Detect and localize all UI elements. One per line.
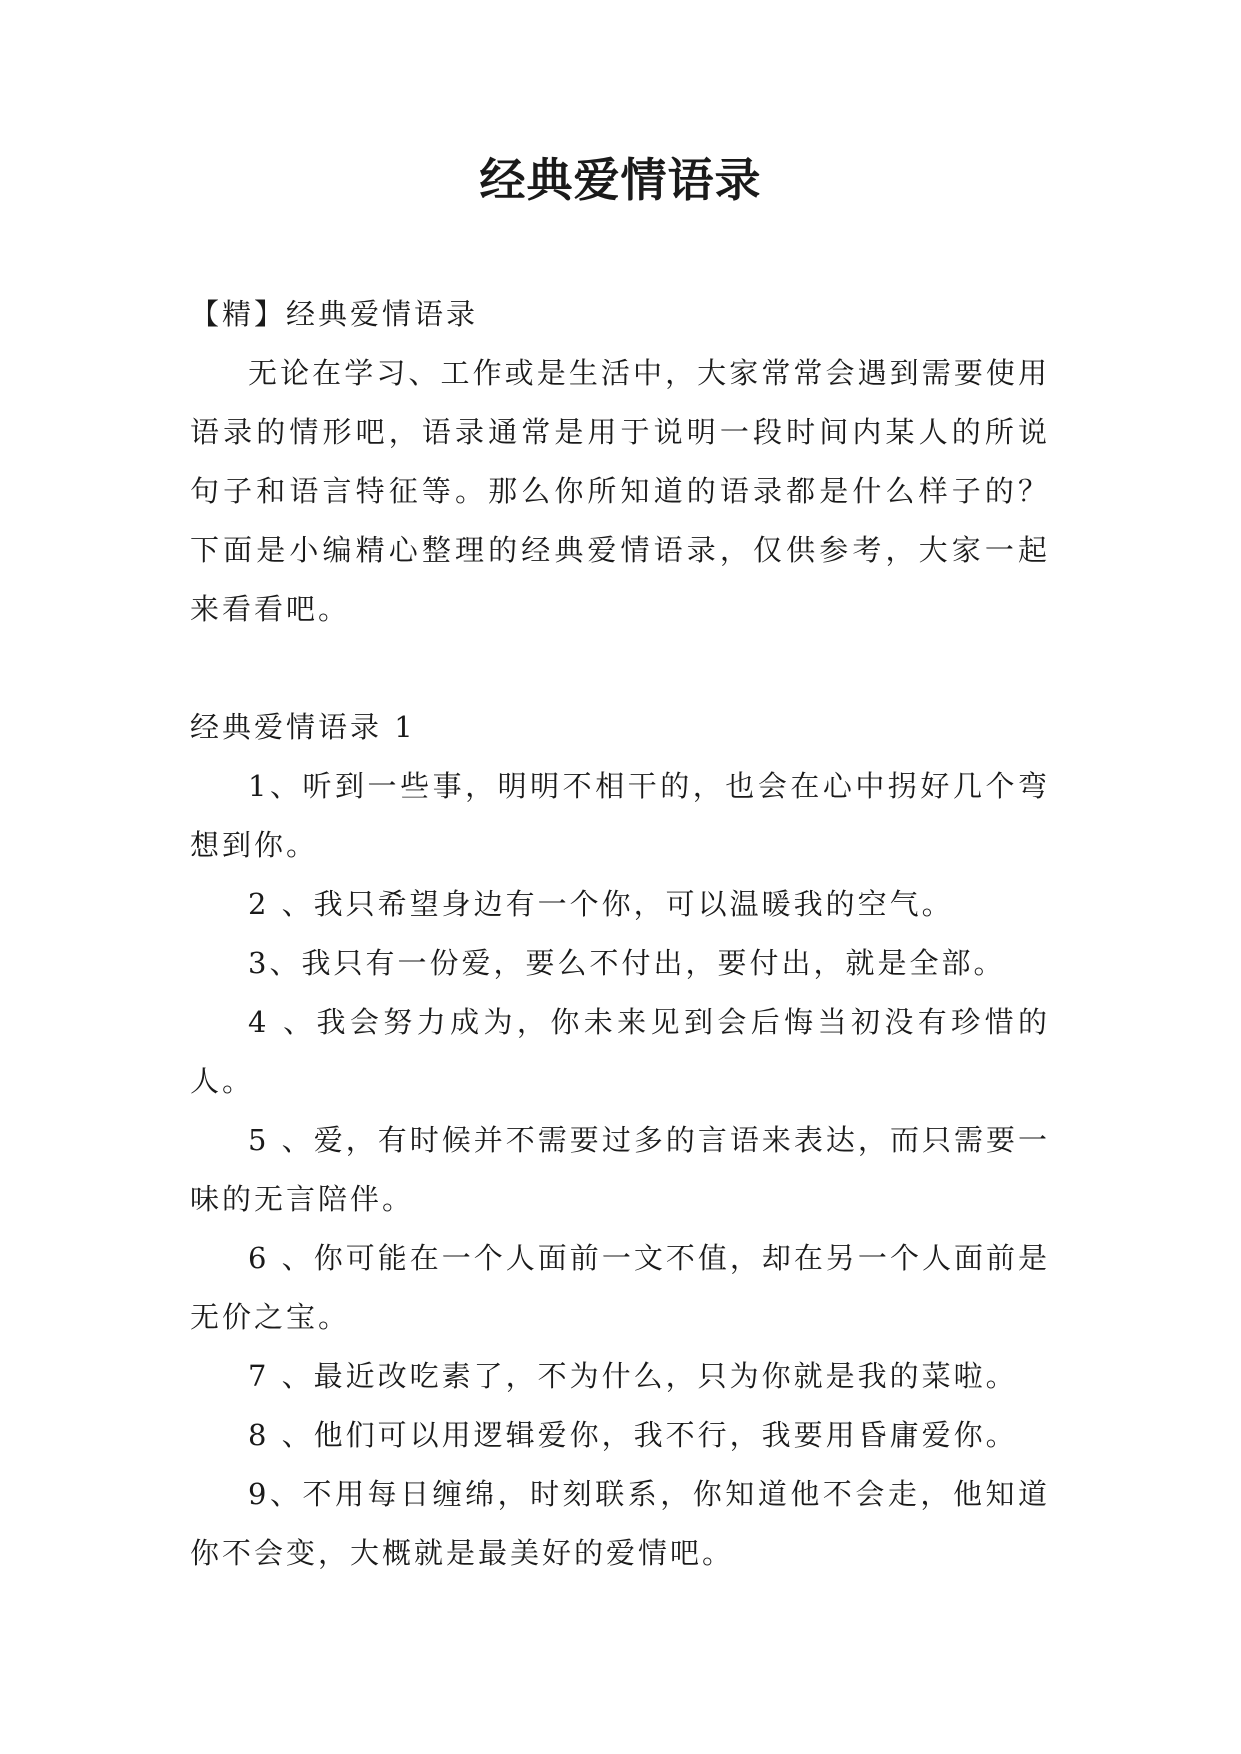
quote-item-9: 9、不用每日缠绵，时刻联系，你知道他不会走，他知道你不会变，大概就是最美好的爱情吧。 <box>190 1477 1050 1570</box>
paragraph-spacer <box>190 639 1050 698</box>
document-body <box>190 285 1050 1583</box>
quote-item-2: 2 、我只希望身边有一个你，可以温暖我的空气。 <box>248 887 954 921</box>
quote-item-6: 6 、你可能在一个人面前一文不值，却在另一个人面前是无价之宝。 <box>190 1241 1050 1334</box>
quote-item-1: 1、听到一些事，明明不相干的，也会在心中拐好几个弯想到你。 <box>190 769 1050 862</box>
quote-item-4: 4 、我会努力成为，你未来见到会后悔当初没有珍惜的人。 <box>190 1005 1050 1098</box>
quote-item-5: 5 、爱，有时候并不需要过多的言语来表达，而只需要一味的无言陪伴。 <box>190 1123 1050 1216</box>
section-heading: 经典爱情语录 1 <box>190 710 416 744</box>
quote-item-8: 8 、他们可以用逻辑爱你，我不行，我要用昏庸爱你。 <box>248 1418 1018 1452</box>
document-subtitle: 【精】经典爱情语录 <box>190 297 479 331</box>
intro-paragraph: 无论在学习、工作或是生活中，大家常常会遇到需要使用语录的情形吧，语录通常是用于说明一段时间内某人的所说句子和语言特征等。那么你所知道的语录都是什么样子的？下面是小编精心整理的经典爱情语录，仅供参考，大家一起来看看吧。 <box>190 356 1050 626</box>
quote-item-3: 3、我只有一份爱，要么不付出，要付出，就是全部。 <box>248 946 1006 980</box>
quote-item-7: 7 、最近改吃素了，不为什么，只为你就是我的菜啦。 <box>248 1359 1018 1393</box>
document-title: 经典爱情语录 <box>479 153 762 207</box>
